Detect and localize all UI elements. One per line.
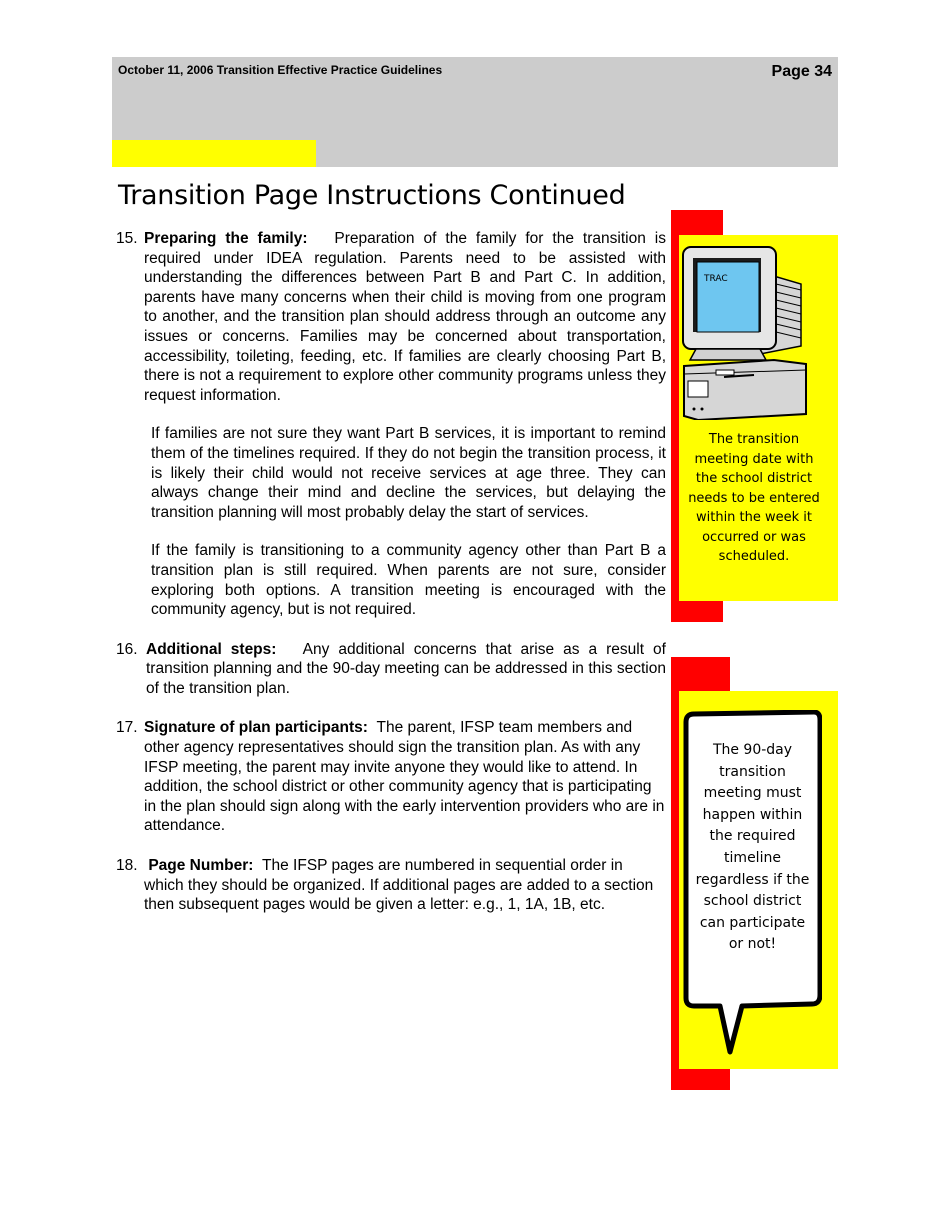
computer-screen-label: TRAC [704, 274, 728, 284]
list-item-16 [116, 640, 666, 699]
item-paragraph: If families are not sure they want Part B services, it is important to remind them of the timelines required. If they do not begin the transition process, it is likely their child would not receive services at age three. They can always change their mind and decline the services, but delaying the transition planning will most probably delay the start of services. [151, 425, 666, 521]
list-item-18 [116, 856, 666, 915]
item-heading: Preparing the family: [144, 230, 308, 247]
item-text: The parent, IFSP team members and other agency representatives should sign the transition plan. As with any IFSP meeting, the parent may invite anyone they would like to attend. In addition, the school district or other community agency that is participating in the plan should sign along with the early intervention providers who are in attendance. [144, 719, 665, 835]
item-number: 15. [116, 230, 138, 247]
sidebar-note-90-day: The 90-day transition meeting must happen within the required timeline regardless if the school district can participate or not! [695, 742, 810, 953]
instructions-list [116, 229, 666, 915]
item-text: The IFSP pages are numbered in sequential order in which they should be organized. If additional pages are added to a section then subsequent pages would be given a letter: e.g., 1, 1A, 1B, etc. [144, 857, 654, 914]
item-body [144, 229, 666, 405]
item-body [144, 640, 666, 699]
item-number: 17. [116, 719, 138, 737]
item-text: Preparation of the family for the transition is required under IDEA regulation. Parents need to be assisted with understanding the differences between Part B and Part C. In addition, parents have many concerns when their child is moving from one program to another, and the transition plan should address through an outcome any issues or concerns. Families may be concerned about transportation, accessibility, toileting, feeding, etc. If families are clearly choosing Part B, there is not a requirement to explore other community programs unless they request information. [144, 230, 666, 404]
item-heading: Signature of plan participants: [144, 719, 368, 737]
header-page-number: Page 34 [771, 63, 832, 80]
item-body [144, 718, 666, 836]
page-title: Transition Page Instructions Continued [118, 180, 626, 211]
list-item-17 [116, 718, 666, 836]
item-body [144, 856, 666, 915]
list-item-15 [116, 229, 666, 405]
item-number: 18. [116, 857, 138, 875]
sidebar-note-meeting-date: The transition meeting date with the school district needs to be entered within the week it occurred or was scheduled. [688, 432, 820, 564]
page-header [112, 57, 838, 167]
header-document-title: October 11, 2006 Transition Effective Practice Guidelines [118, 63, 443, 77]
header-accent-bar [112, 140, 316, 167]
item-heading: Additional steps: [146, 640, 277, 658]
item-paragraph: If the family is transitioning to a community agency other than Part B a transition plan is still required. When parents are not sure, consider exploring both options. A transition meeting is encouraged with the community agency, but is not required. [151, 542, 666, 619]
item-number: 16. [116, 640, 138, 658]
item-heading: Page Number: [148, 857, 254, 875]
item-text: Any additional concerns that arise as a result of transition planning and the 90-day meeting can be addressed in this section of the transition plan. [146, 640, 666, 697]
computer-icon [680, 244, 808, 420]
